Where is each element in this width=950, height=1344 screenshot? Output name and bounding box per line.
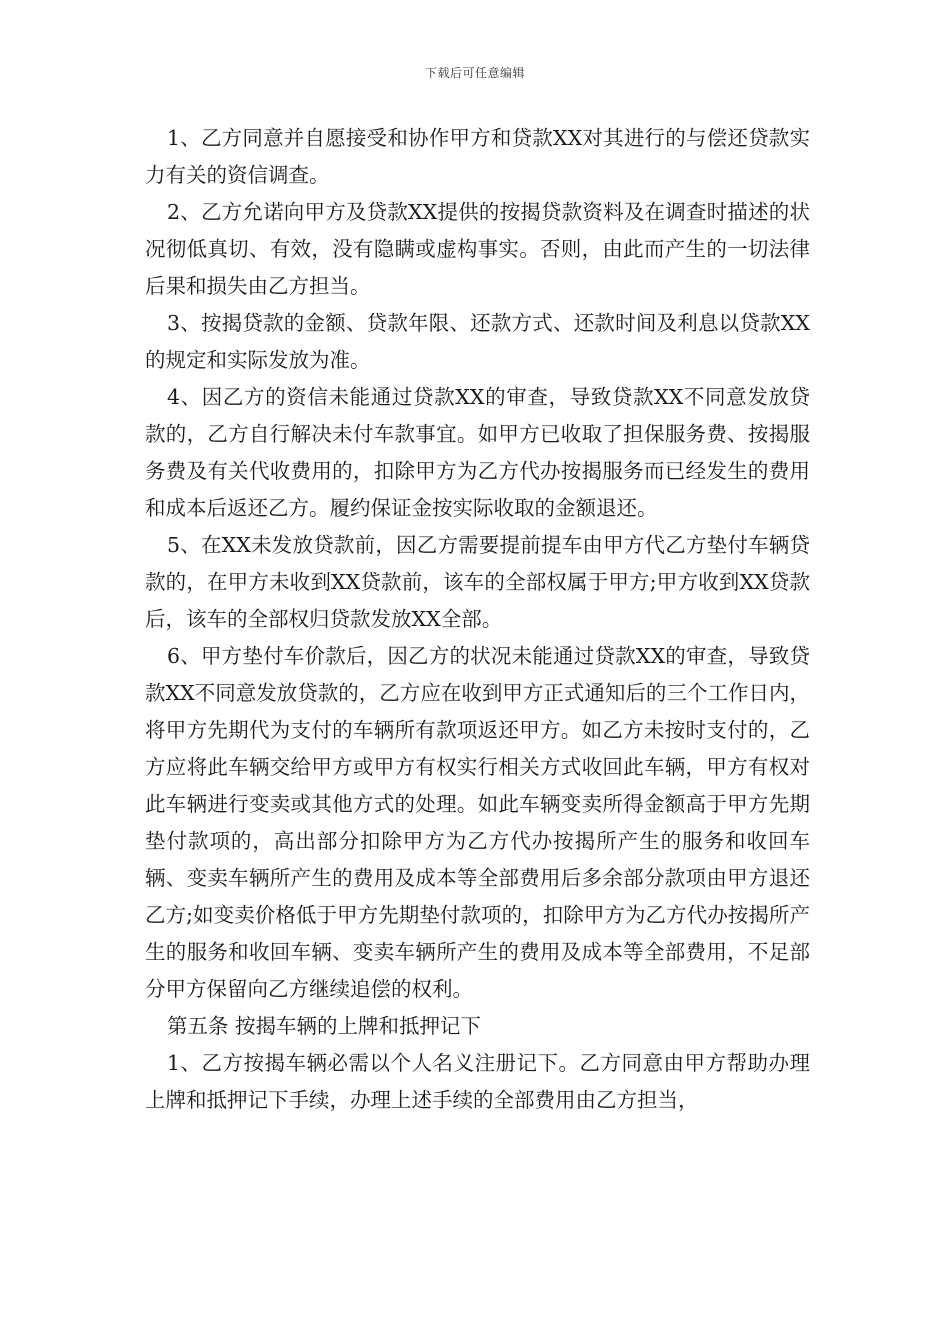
clause-paragraph-6: 6、甲方垫付车价款后，因乙方的状况未能通过贷款XX的审查，导致贷款XX不同意发放贷款的，乙方应在收到甲方正式通知后的三个工作日内，将甲方先期代为支付的车辆所有款项返还甲方。如乙方未按时支付的，乙方应将此车辆交给甲方或甲方有权实行相关方式收回此车辆，甲方有权对此车辆进行变卖或其他方式的处理。如此车辆变卖所得金额高于甲方先期垫付款项的，高出部分扣除甲方为乙方代办按揭所产生的服务和收回车辆、变卖车辆所产生的费用及成本等全部费用后多余部分款项由甲方退还乙方;如变卖价格低于甲方先期垫付款项的，扣除甲方为乙方代办按揭所产生的服务和收回车辆、变卖车辆所产生的费用及成本等全部费用，不足部分甲方保留向乙方继续追偿的权利。 <box>145 644 810 1001</box>
page-header-note: 下载后可任意编辑 <box>424 66 525 80</box>
article-heading: 第五条 按揭车辆的上牌和抵押记下 <box>167 1014 482 1038</box>
clause-paragraph-2: 2、乙方允诺向甲方及贷款XX提供的按揭贷款资料及在调查时描述的状况彻低真切、有效，没有隐瞒或虚构事实。否则，由此而产生的一切法律后果和损失由乙方担当。 <box>145 200 810 298</box>
clause-paragraph-7: 1、乙方按揭车辆必需以个人名义注册记下。乙方同意由甲方帮助办理上牌和抵押记下手续，办理上述手续的全部费用由乙方担当， <box>145 1051 810 1112</box>
clause-paragraph-3: 3、按揭贷款的金额、贷款年限、还款方式、还款时间及利息以贷款XX的规定和实际发放为准。 <box>145 311 810 372</box>
document-body <box>145 120 810 1119</box>
clause-paragraph-4: 4、因乙方的资信未能通过贷款XX的审查，导致贷款XX不同意发放贷款的，乙方自行解决未付车款事宜。如甲方已收取了担保服务费、按揭服务费及有关代收费用的，扣除甲方为乙方代办按揭服务而已经发生的费用和成本后返还乙方。履约保证金按实际收取的金额退还。 <box>145 385 810 520</box>
clause-paragraph-5: 5、在XX未发放贷款前，因乙方需要提前提车由甲方代乙方垫付车辆贷款的，在甲方未收到XX贷款前，该车的全部权属于甲方;甲方收到XX贷款后，该车的全部权归贷款发放XX全部。 <box>145 533 810 631</box>
clause-paragraph-1: 1、乙方同意并自愿接受和协作甲方和贷款XX对其进行的与偿还贷款实力有关的资信调查。 <box>145 126 810 187</box>
